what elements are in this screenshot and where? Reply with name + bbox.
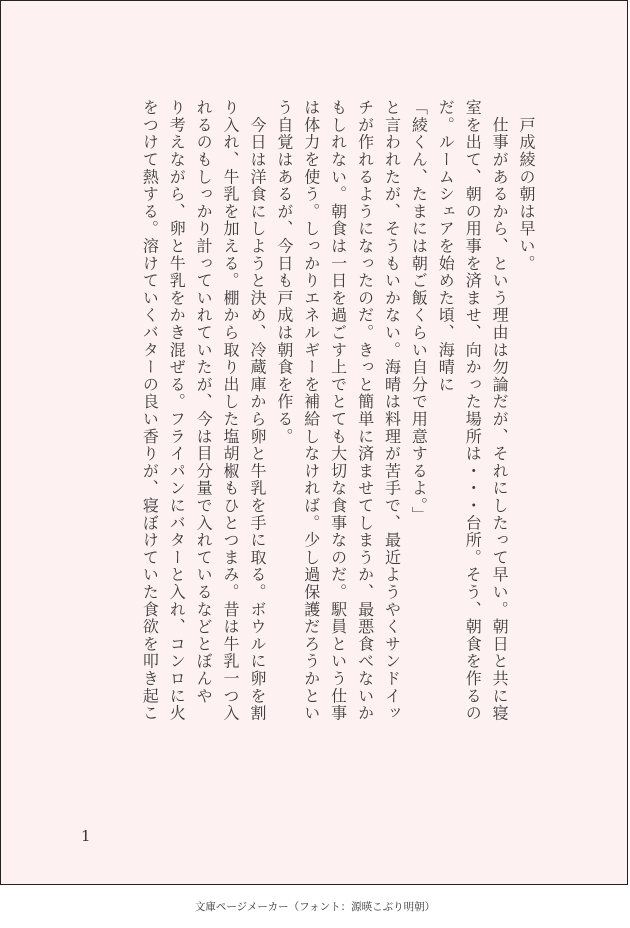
text-line: 戸成綾の朝は早い。 — [517, 99, 536, 272]
vertical-body-text — [135, 99, 539, 799]
text-line: をつけて熱する。溶けていくバターの良い香りが、寝ぼけていた食欲を叩き起こ — [140, 99, 160, 722]
text-line: 今日は洋食にしようと決め、冷蔵庫から卵と牛乳を手に取る。ボウルに卵を割 — [247, 99, 267, 722]
footer-credit: 文庫ページメーカー（フォント：源暎こぶり明朝） — [194, 901, 436, 913]
text-line: 室を出て、朝の用事を済ませ、向かった場所は・・・台所。そう、朝食を作るの — [463, 99, 483, 722]
text-line: 仕事があるから、という理由は勿論だが、それにしたって早い。朝日と共に寝 — [490, 99, 510, 722]
text-line: 「綾くん、たまには朝ご飯くらい自分で用意するよ。」 — [409, 99, 429, 524]
page-number: 1 — [81, 827, 91, 845]
text-line: れるのもしっかり計っていれていたが、今は目分量で入れているなどとぼんや — [194, 99, 214, 705]
text-line: り考えながら、卵と牛乳をかき混ぜる。フライパンにバターと入れ、コンロに火 — [167, 99, 187, 722]
text-line: は体力を使う。しっかりエネルギーを補給しなければ。少し過保護だろうかとい — [301, 99, 321, 722]
text-line: う自覚はあるが、今日も戸成は朝食を作る。 — [274, 99, 294, 445]
text-line: と言われたが、そうもいかない。海晴は料理が苦手で、最近ようやくサンドイッ — [382, 99, 402, 722]
text-line: り入れ、牛乳を加える。棚から取り出した塩胡椒もひとつまみ。昔は牛乳一つ入 — [221, 99, 241, 722]
text-line: もしれない。朝食は一日を過ごす上でとても大切な食事なのだ。駅員という仕事 — [328, 99, 348, 722]
text-line: チが作れるようになったのだ。きっと簡単に済ませてしまうか、最悪食べないか — [355, 99, 375, 722]
text-line: だ。ルームシェアを始めた頃、海晴に — [436, 99, 456, 394]
